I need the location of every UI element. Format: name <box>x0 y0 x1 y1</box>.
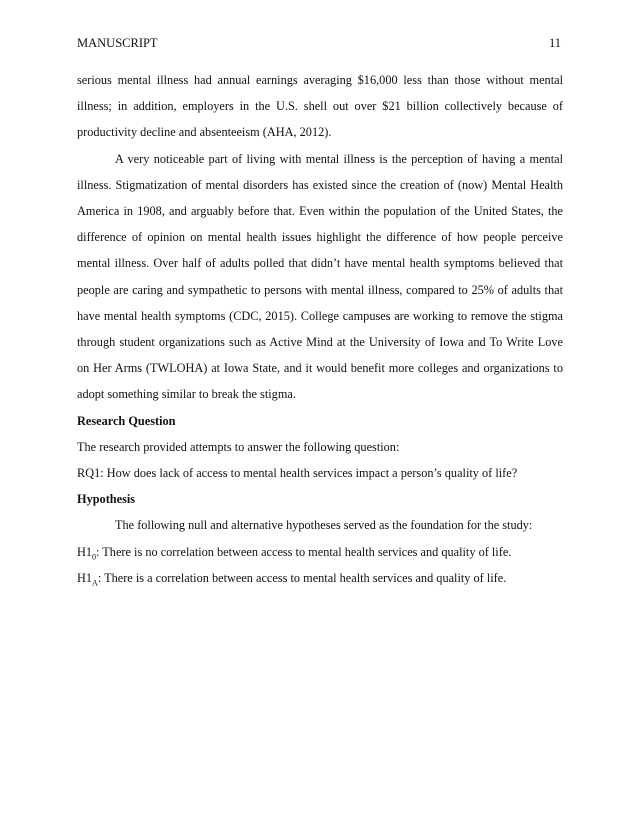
research-question-intro: The research provided attempts to answer the following question: <box>77 439 400 454</box>
paragraph-continued: serious mental illness had annual earnings averaging $16,000 less than those without mental illness; in addition, employers in the U.S. shell out over $21 billion collectively because of productivity decline and absenteeism (AHA, 2012). <box>77 73 563 140</box>
null-hypothesis-subscript: 0 <box>92 552 97 562</box>
page-number: 11 <box>548 36 561 50</box>
research-question-rq1: RQ1: How does lack of access to mental health services impact a person’s quality of life? <box>77 466 518 481</box>
body-text <box>77 67 563 591</box>
null-hypothesis <box>77 539 563 565</box>
alternative-hypothesis <box>77 565 563 591</box>
hypothesis-heading: Hypothesis <box>77 492 136 507</box>
null-hypothesis-label: H1 <box>77 544 93 559</box>
alternative-hypothesis-subscript: A <box>92 578 98 588</box>
hypothesis-intro: The following null and alternative hypotheses served as the foundation for the study: <box>115 518 533 533</box>
page-header <box>77 36 561 51</box>
alternative-hypothesis-text: : There is a correlation between access to mental health services and quality of life. <box>97 570 507 585</box>
research-question-heading: Research Question <box>77 413 176 428</box>
alternative-hypothesis-label: H1 <box>77 570 93 585</box>
running-head: MANUSCRIPT <box>77 36 158 50</box>
null-hypothesis-text: : There is no correlation between access to mental health services and quality of life. <box>96 544 512 559</box>
paragraph-stigma: A very noticeable part of living with mental illness is the perception of having a mental illness. Stigmatization of mental disorders has existed since the creation of (now) Mental Health America in 1908, and arguably before that. Even within the population of the United States, the difference of opinion on mental health issues highlight the difference of how people perceive mental illness. Over half of adults polled that didn’t have mental health symptoms believed that people are caring and sympathetic to persons with mental illness, compared to 25% of adults that have mental health symptoms (CDC, 2015). College campuses are working to remove the stigma through student organizations such as Active Mind at the University of Iowa and To Write Love on Her Arms (TWLOHA) at Iowa State, and it would benefit more colleges and organizations to adopt something similar to break the stigma. <box>77 151 563 402</box>
